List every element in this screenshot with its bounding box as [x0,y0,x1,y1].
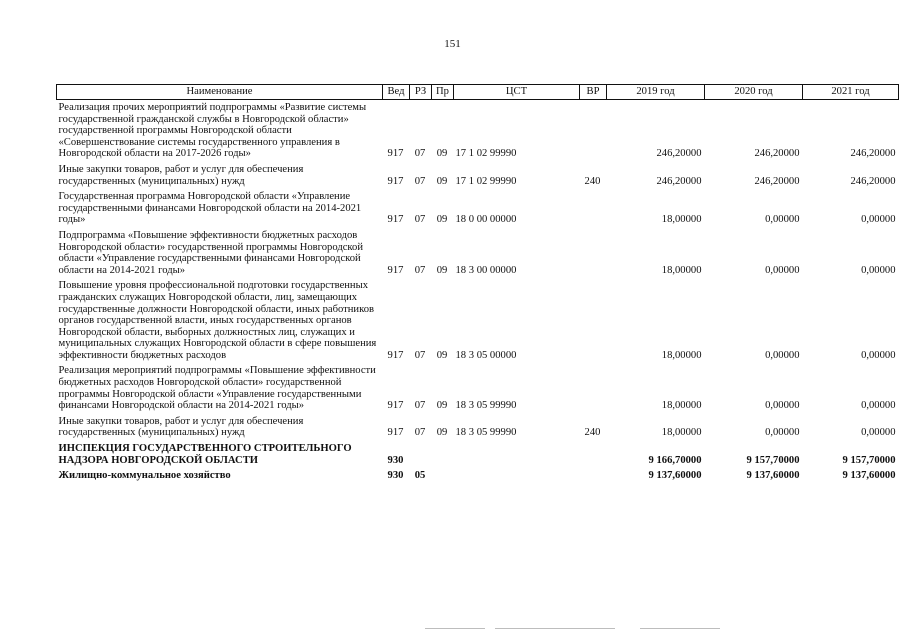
cell-name: Реализация мероприятий подпрограммы «Повышение эффективности бюджетных расходов Новгородской области» государственной программы Новгородской области «Управление государственными финансами Новгородской области на 2014-2021 годы» [58,365,376,412]
header-2019: 2019 год [607,85,705,100]
cell-pr: 09 [436,264,448,276]
cell-y2020: 0,00000 [765,427,800,439]
cell-y2019: 18,00000 [661,427,702,439]
header-vr: ВР [580,85,607,100]
cell-vr [580,441,607,468]
table-header-row [57,85,899,100]
cell-y2021: 0,00000 [861,264,896,276]
cell-name: Иные закупки товаров, работ и услуг для обеспечения государственных (муниципальных) нужд [58,415,304,439]
cell-y2021: 0,00000 [861,400,896,412]
cell-name: Иные закупки товаров, работ и услуг для обеспечения государственных (муниципальных) нужд [58,163,304,187]
cell-ved: 930 [387,470,404,482]
cell-pr: 09 [436,400,448,412]
footer-scan-marks [0,628,905,634]
table-row [57,278,899,363]
cell-ved: 917 [387,400,404,412]
cell-cst [454,441,580,468]
table-row [57,441,899,468]
cell-rz: 07 [414,400,426,412]
cell-vr [580,189,607,228]
cell-cst: 18 0 00 00000 [455,214,517,226]
cell-y2020: 0,00000 [765,264,800,276]
cell-vr: 240 [584,175,601,187]
page-number: 151 [444,38,461,50]
header-cst: ЦСТ [454,85,580,100]
cell-cst: 18 3 05 99990 [455,427,517,439]
cell-pr [432,441,454,468]
header-name: Наименование [57,85,383,100]
cell-y2020: 9 157,70000 [746,454,800,466]
cell-y2020: 0,00000 [765,400,800,412]
budget-table [56,84,899,484]
cell-rz: 07 [414,175,426,187]
cell-y2019: 246,20000 [656,175,702,187]
cell-y2021: 0,00000 [861,214,896,226]
cell-name: ИНСПЕКЦИЯ ГОСУДАРСТВЕННОГО СТРОИТЕЛЬНОГО НАДЗОРА НОВГОРОДСКОЙ ОБЛАСТИ [58,443,352,466]
table-row [57,363,899,413]
table-row [57,189,899,228]
cell-vr [580,363,607,413]
cell-y2019: 18,00000 [661,264,702,276]
cell-pr: 09 [436,148,448,160]
cell-name: Реализация прочих мероприятий подпрограммы «Развитие системы государственной гражданской службы в Новгородской области» государственной программы Новгородской области «Совершенствование системы государственного управления в Новгородской области на 2017-2026 годы» [58,102,367,160]
cell-pr: 09 [436,349,448,361]
cell-y2019: 246,20000 [656,148,702,160]
cell-rz: 07 [414,427,426,439]
cell-ved: 917 [387,349,404,361]
table-row [57,414,899,441]
cell-name: Подпрограмма «Повышение эффективности бюджетных расходов Новгородской области» государственной программы Новгородской области «Управление государственными финансами Новгородской области на 2014-2021 годы» [58,229,364,276]
cell-y2019: 9 166,70000 [648,454,702,466]
cell-pr [432,468,454,484]
cell-cst: 17 1 02 99990 [455,148,517,160]
cell-name: Государственная программа Новгородской области «Управление государственными финансами Новгородской области на 2014-2021 годы» [58,191,362,226]
cell-ved: 917 [387,214,404,226]
cell-name: Повышение уровня профессиональной подготовки государственных гражданских служащих Новгородской области, лиц, замещающих государственные должности Новгородской области, иных работников органов государственной власти, иных государственных органов Новгородской области, выборных должностных лиц, служащих и муниципальных служащих Новгородской области в сфере повышения эффективности бюджетных расходов [58,280,377,361]
header-ved: Вед [383,85,410,100]
cell-cst: 17 1 02 99990 [455,175,517,187]
cell-y2019: 18,00000 [661,214,702,226]
cell-y2021: 9 157,70000 [842,454,896,466]
cell-vr [580,278,607,363]
cell-cst [454,468,580,484]
cell-y2019: 9 137,60000 [648,470,702,482]
cell-y2020: 0,00000 [765,214,800,226]
cell-vr [580,100,607,162]
cell-vr [580,468,607,484]
cell-y2019: 18,00000 [661,349,702,361]
cell-y2020: 9 137,60000 [746,470,800,482]
cell-y2021: 246,20000 [850,148,896,160]
cell-y2020: 0,00000 [765,349,800,361]
cell-vr [580,228,607,278]
cell-cst: 18 3 05 00000 [455,349,517,361]
table-row [57,468,899,484]
cell-rz: 07 [414,214,426,226]
cell-rz: 07 [414,349,426,361]
cell-pr: 09 [436,175,448,187]
cell-y2020: 246,20000 [754,175,800,187]
cell-y2020: 246,20000 [754,148,800,160]
cell-y2021: 9 137,60000 [842,470,896,482]
cell-ved: 917 [387,427,404,439]
cell-cst: 18 3 00 00000 [455,264,517,276]
cell-rz: 05 [414,470,426,482]
cell-y2021: 0,00000 [861,427,896,439]
cell-y2019: 18,00000 [661,400,702,412]
cell-ved: 917 [387,148,404,160]
header-2020: 2020 год [705,85,803,100]
cell-name: Жилищно-коммунальное хозяйство [58,470,231,482]
cell-y2021: 246,20000 [850,175,896,187]
cell-ved: 917 [387,175,404,187]
cell-rz [410,441,432,468]
cell-rz: 07 [414,148,426,160]
cell-rz: 07 [414,264,426,276]
header-pr: Пр [432,85,454,100]
cell-pr: 09 [436,214,448,226]
cell-pr: 09 [436,427,448,439]
cell-ved: 930 [387,454,404,466]
table-row [57,162,899,189]
cell-cst: 18 3 05 99990 [455,400,517,412]
cell-ved: 917 [387,264,404,276]
table-row [57,100,899,162]
cell-y2021: 0,00000 [861,349,896,361]
cell-vr: 240 [584,427,601,439]
table-row [57,228,899,278]
header-2021: 2021 год [803,85,899,100]
header-rz: РЗ [410,85,432,100]
